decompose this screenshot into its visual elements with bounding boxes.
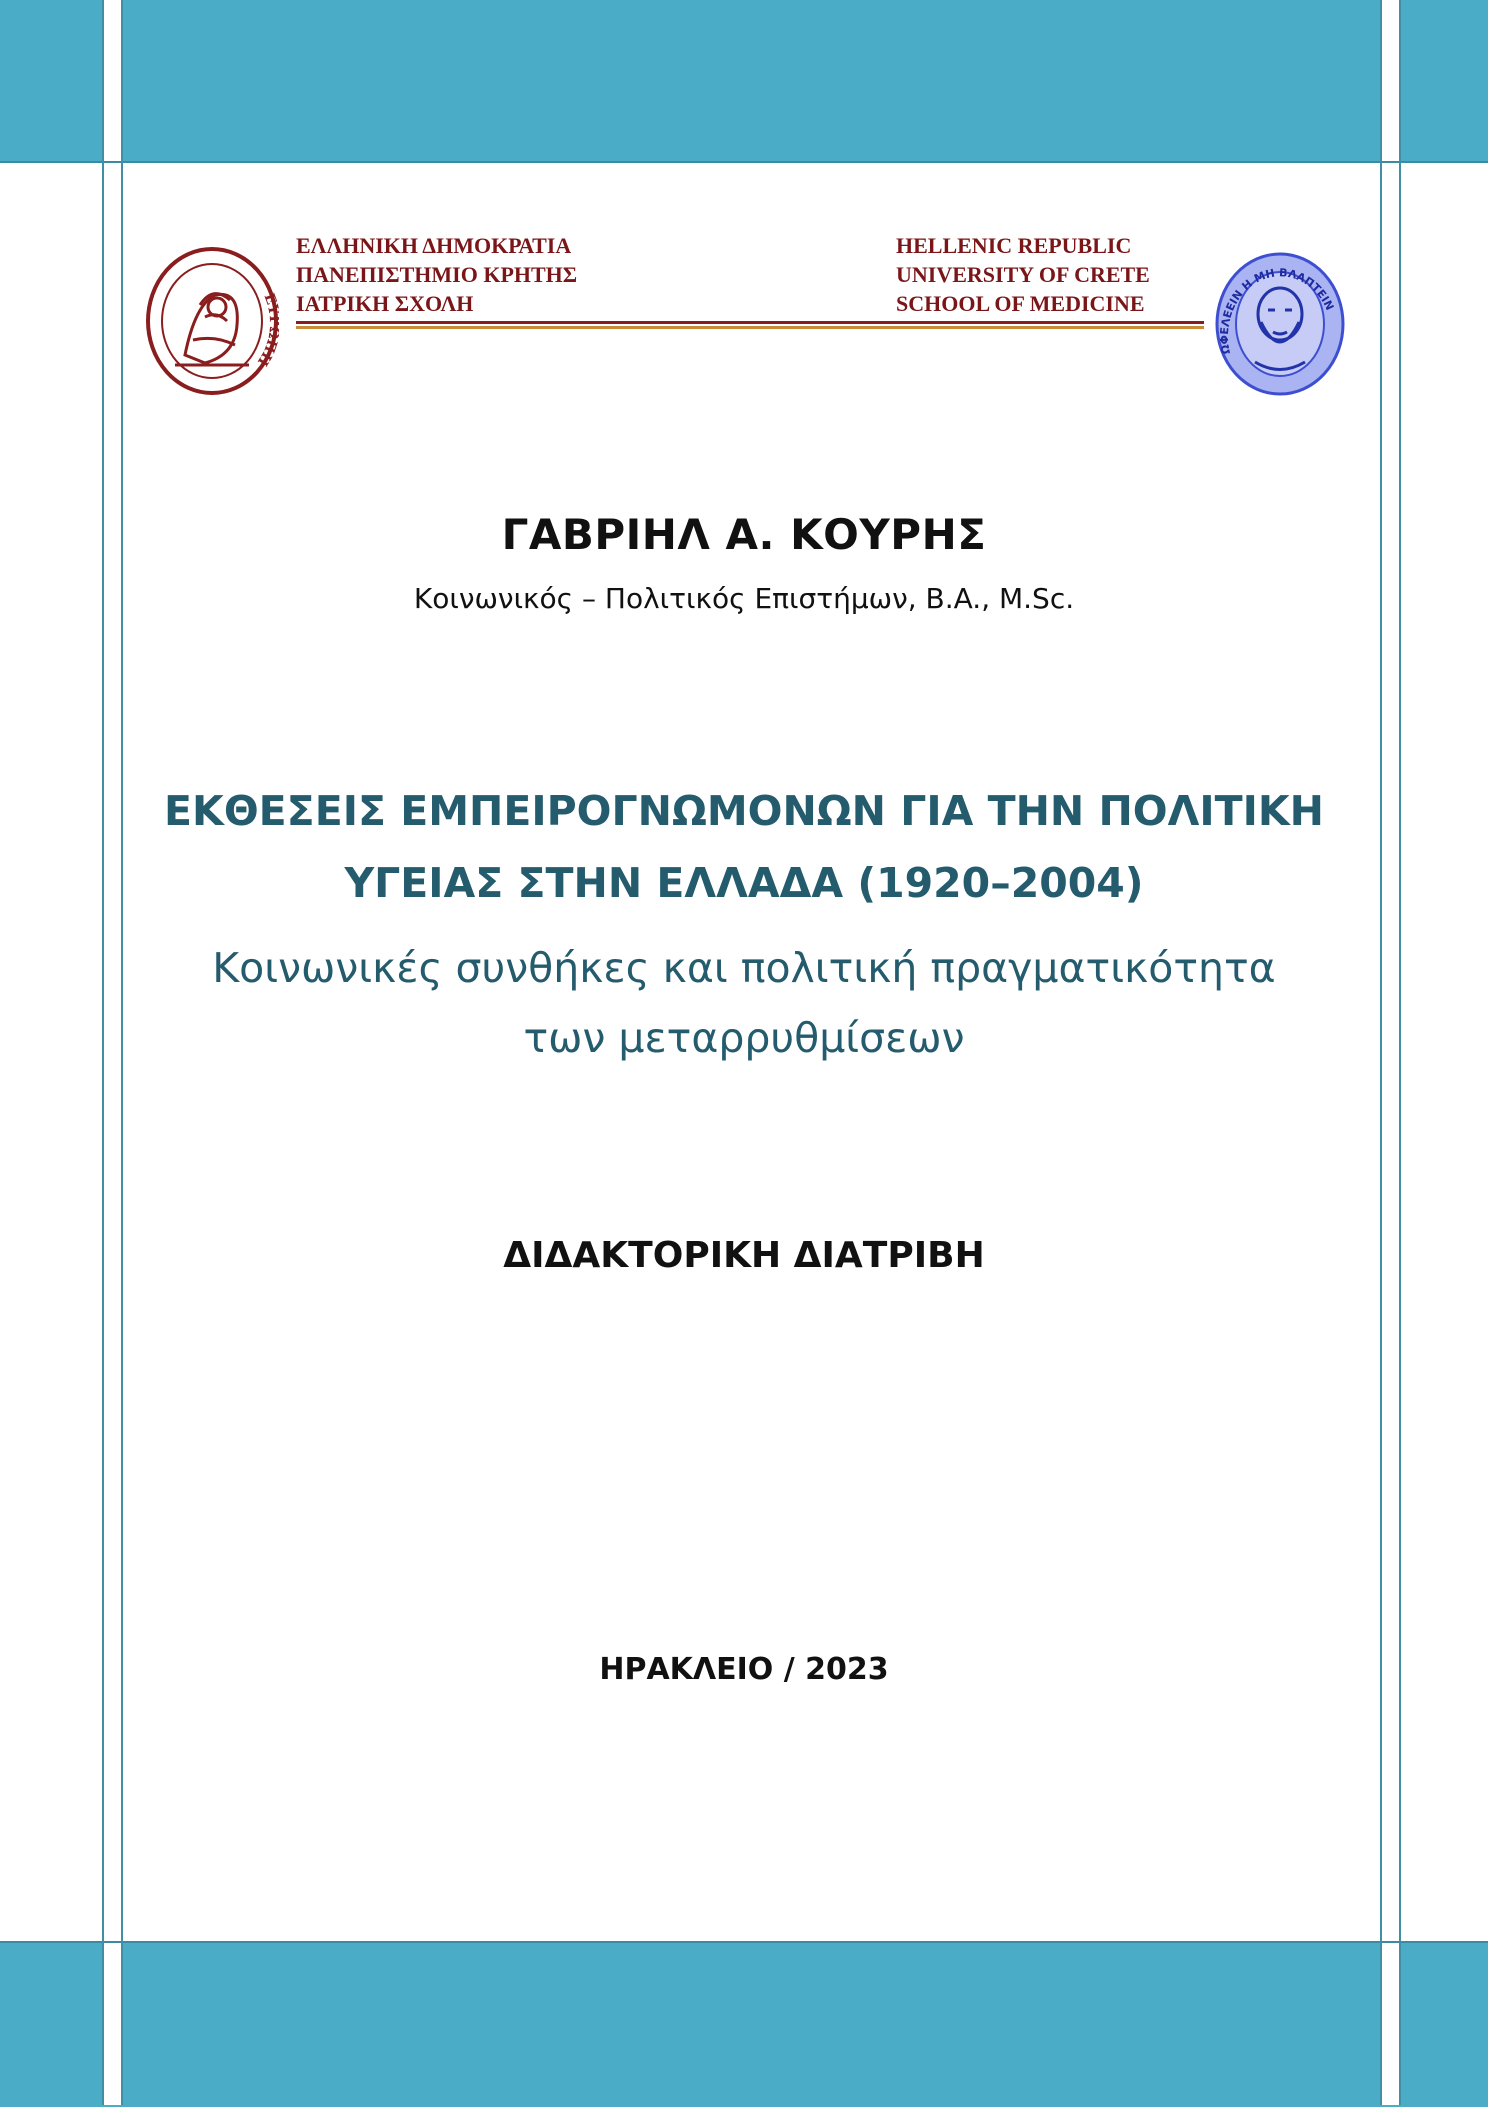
author-degrees: Κοινωνικός – Πολιτικός Επιστήμων, B.A., M.Sc. [413, 582, 1075, 615]
header-right-english [896, 231, 1150, 318]
header-rule-dark [296, 321, 1204, 324]
header-left-greek [296, 231, 577, 318]
thesis-title-line: ΥΓΕΙΑΣ ΣΤΗΝ ΕΛΛΑΔΑ (1920–2004) [344, 859, 1144, 907]
frame-gap [104, 1943, 121, 2105]
header-rule-gold [296, 326, 1204, 329]
thesis-subtitle [0, 933, 1488, 1073]
header-line: ΕΛΛΗΝΙΚΗ ΔΗΜΟΚΡΑΤΙΑ [296, 233, 572, 258]
header-line: UNIVERSITY OF CRETE [896, 262, 1150, 287]
header-line: ΙΑΤΡΙΚΗ ΣΧΟΛΗ [296, 291, 474, 316]
header-line: SCHOOL OF MEDICINE [896, 291, 1145, 316]
university-of-crete-seal-icon [145, 245, 279, 397]
thesis-subtitle-line: Κοινωνικές συνθήκες και πολιτική πραγματικότητα [212, 944, 1276, 992]
thesis-title-line: ΕΚΘΕΣΕΙΣ ΕΜΠΕΙΡΟΓΝΩΜΟΝΩΝ ΓΙΑ ΤΗΝ ΠΟΛΙΤΙΚΗ [164, 787, 1324, 835]
frame-gap [104, 0, 121, 161]
header-line: ΠΑΝΕΠΙΣΤΗΜΙΟ ΚΡΗΤΗΣ [296, 262, 578, 287]
document-type: ΔΙΔΑΚΤΟΡΙΚΗ ΔΙΑΤΡΙΒΗ [503, 1235, 985, 1276]
thesis-title [0, 775, 1488, 919]
top-frame-band [0, 0, 1488, 163]
seal-lettering: ΩΦΕΛΕΕΙΝ Η ΜΗ ΒΛΑΠΤΕΙΝ [1217, 266, 1337, 356]
frame-gap [1382, 1943, 1399, 2105]
place-and-year: ΗΡΑΚΛΕΙΟ / 2023 [599, 1652, 889, 1687]
frame-gap [1382, 0, 1399, 161]
header-line: HELLENIC REPUBLIC [896, 233, 1132, 258]
bottom-frame-band [0, 1941, 1488, 2107]
seal-lettering: Ε ΠΗ [253, 291, 279, 369]
thesis-subtitle-line: των μεταρρυθμίσεων [523, 1014, 965, 1062]
author-name: ΓΑΒΡΙΗΛ Α. ΚΟΥΡΗΣ [501, 510, 987, 559]
school-of-medicine-seal-icon [1213, 252, 1347, 397]
